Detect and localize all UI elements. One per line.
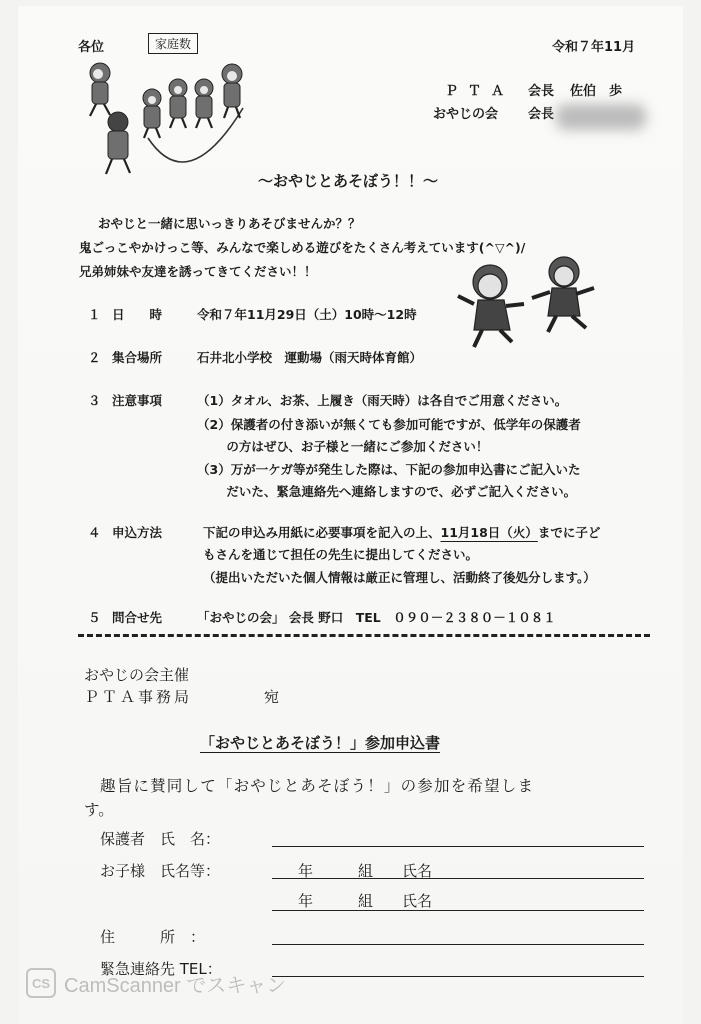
section-3-number: ３	[88, 393, 101, 408]
section-4-line-3: （提出いただいた個人情報は厳正に管理し、活動終了後処分します。）	[203, 570, 596, 585]
form-host: おやじの会主催	[84, 666, 190, 684]
child-label: お子様 氏名等：	[100, 862, 221, 880]
emergency-tel-field[interactable]	[272, 976, 644, 977]
section-2-label: 集合場所	[112, 350, 163, 365]
intro-line-3: 兄弟姉妹や友達を誘ってきてください！！	[79, 264, 317, 279]
address-label: 住 所 ：	[100, 928, 206, 946]
pta-label: ＰＴＡ	[445, 84, 515, 99]
form-statement-line-2: す。	[84, 801, 114, 819]
section-1-text: 令和７年11月29日（土）10時～12時	[197, 307, 417, 322]
intro-line-1: おやじと一緒に思いっきりあそびませんか？？	[98, 216, 361, 231]
section-5-label: 問合せ先	[112, 610, 163, 625]
section-4-number: ４	[88, 525, 101, 540]
emergency-tel-label: 緊急連絡先 TEL：	[100, 960, 222, 978]
recipients: 各位	[78, 40, 105, 55]
form-statement-line-1: 趣旨に賛同して「おやじとあそぼう！」の参加を希望しま	[100, 777, 535, 795]
section-1-number: １	[88, 307, 101, 322]
intro-line-2: 鬼ごっこやかけっこ等、みんなで楽しめる遊びをたくさん考えています(^▽^)/	[79, 240, 526, 255]
section-2-text: 石井北小学校 運動場（雨天時体育館）	[197, 350, 423, 365]
running-kids-illustration	[452, 252, 612, 352]
section-3-line-1: （1）タオル、お茶、上履き（雨天時）は各自でご用意ください。	[197, 393, 568, 408]
child-2-name-label: 氏名	[402, 892, 433, 910]
form-title: 「おやじとあそぼう！」参加申込書	[200, 734, 441, 752]
redacted-name	[556, 104, 646, 130]
kids-jump-rope-illustration	[78, 58, 253, 183]
section-3-line-5: だいた、緊急連絡先へ連絡しますので、必ずご記入ください。	[197, 484, 577, 499]
issue-date: 令和７年11月	[552, 40, 636, 55]
child-2-grade-label: 年	[298, 892, 314, 910]
section-1-label: 日 時	[112, 307, 163, 322]
cut-line	[78, 634, 650, 637]
section-5-number: ５	[88, 610, 101, 625]
guardian-label: 保護者 氏 名：	[100, 830, 221, 848]
oyaji-label: おやじの会	[433, 107, 499, 122]
page-title: ～おやじとあそぼう！！～	[258, 172, 439, 190]
oyaji-role: 会長	[528, 107, 555, 122]
child-1-field[interactable]	[272, 878, 644, 879]
section-2-number: ２	[88, 350, 101, 365]
section-3-line-2: （2）保護者の付き添いが無くても参加可能ですが、低学年の保護者	[197, 417, 581, 432]
camscanner-logo-icon: CS	[26, 968, 56, 998]
address-field[interactable]	[272, 944, 644, 945]
form-to-suffix: 宛	[264, 688, 280, 706]
section-4-line-1: 下記の申込み用紙に必要事項を記入の上、11月18日（火）までに子ど	[203, 525, 601, 540]
section-5-text: 「おやじの会」 会長 野口 TEL ０９０－２３８０－１０８１	[197, 610, 556, 625]
camscanner-watermark	[26, 968, 286, 998]
child-2-field[interactable]	[272, 910, 644, 911]
pta-name: 佐伯 歩	[570, 84, 623, 99]
child-1-grade-label: 年	[298, 862, 314, 880]
camscanner-text: CamScanner でスキャン	[64, 974, 287, 997]
section-3-line-3: の方はぜひ、お子様と一緒にご参加ください！	[197, 439, 489, 454]
child-2-class-label: 組	[358, 892, 374, 910]
section-4-label: 申込方法	[112, 525, 163, 540]
section-3-label: 注意事項	[112, 393, 163, 408]
copies-label: 家庭数	[148, 33, 198, 54]
form-to-office: ＰＴＡ事務局	[84, 688, 193, 706]
pta-role: 会長	[528, 84, 555, 99]
section-3-line-4: （3）万が一ケガ等が発生した際は、下記の参加申込書にご記入いた	[197, 462, 581, 477]
deadline-date: 11月18日（火）	[440, 525, 538, 540]
child-1-class-label: 組	[358, 862, 374, 880]
guardian-name-field[interactable]	[272, 846, 644, 847]
section-4-line-2: もさんを通じて担任の先生に提出してください。	[203, 547, 479, 562]
child-1-name-label: 氏名	[402, 862, 433, 880]
